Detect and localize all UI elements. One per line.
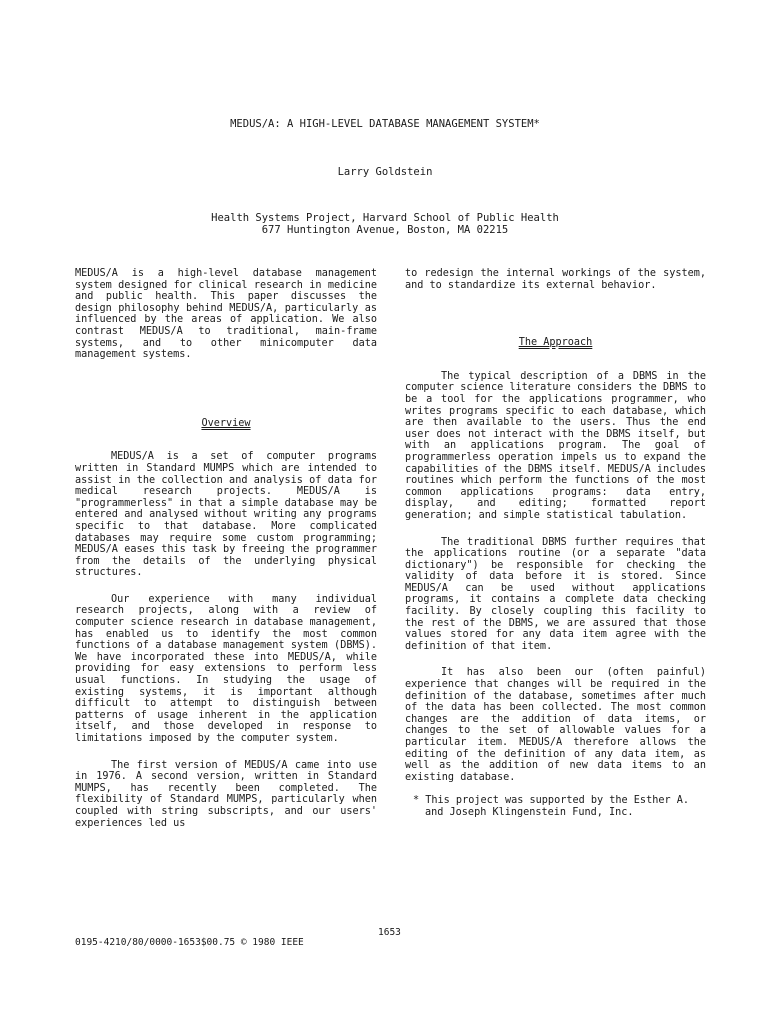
approach-heading-text: The Approach (518, 337, 593, 349)
affiliation-line-1: Health Systems Project, Harvard School of Public Health (211, 212, 559, 224)
footnote: * This project was supported by the Esther A. and Joseph Klingenstein Fund, Inc. (413, 795, 690, 818)
overview-paragraph: Our experience with many individual research projects, along with a review of computer science research in database management, has enabled us to identify the most common functions of a database management system (DBMS). We have incorporated these into MEDUS/A, while providing for easy extensions to perform less usual functions. In studying the usage of existing systems, it is important although difficult to attempt to distinguish between patterns of usage inherent in the application itself, and those developed in response to limitations imposed by the computer system. (75, 593, 377, 744)
continuation-paragraph: to redesign the internal workings of the system, and to standardize its external behavior. (405, 268, 706, 291)
overview-paragraph: MEDUS/A is a set of computer programs written in Standard MUMPS which are intended to assist in the collection and analysis of data for medical research projects. MEDUS/A is "programmerless" in that a simple database may be entered and analysed without writing any programs specific to that database. More complicated databases may require some custom programming; MEDUS/A eases this task by freeing the programmer from the details of the underlying physical structures. (75, 451, 377, 579)
abstract: MEDUS/A is a high-level database management system designed for clinical research in medicine and public health. This paper discusses the design philosophy behind MEDUS/A, particularly as influenced by the areas of application. We also contrast MEDUS/A to traditional, main-frame systems, and to other minicomputer data management systems. (75, 268, 377, 361)
overview-heading-text: Overview (201, 417, 251, 429)
paper-author: Larry Goldstein (337, 166, 433, 178)
copyright-line: 0195-4210/80/0000-1653$00.75 © 1980 IEEE (75, 937, 304, 948)
paper-title: MEDUS/A: A HIGH-LEVEL DATABASE MANAGEMENT SYSTEM* (230, 118, 540, 130)
approach-paragraph: The traditional DBMS further requires that the applications routine (or a separate "data dictionary") be responsible for checking the validity of data before it is stored. Since MEDUS/A can be used without applications programs, it contains a complete data checking facility. By closely coupling this facility to the rest of the DBMS, we are assured that those values stored for any data item agree with the definition of that item. (405, 536, 706, 652)
left-column (75, 268, 377, 829)
page-number: 1653 (378, 927, 401, 938)
approach-heading (405, 337, 706, 349)
approach-paragraph: It has also been our (often painful) experience that changes will be required in the definition of the database, sometimes after much of the data has been collected. The most common changes are the addition of data items, or changes to the set of allowable values for a particular item. MEDUS/A therefore allows the editing of the definition of any data item, as well as the addition of new data items to an existing database. (405, 667, 706, 783)
overview-paragraph: The first version of MEDUS/A came into use in 1976. A second version, written in Standard MUMPS, has recently been completed. The flexibility of Standard MUMPS, particularly when coupled with string subscripts, and our users' experiences led us (75, 759, 377, 829)
approach-paragraph: The typical description of a DBMS in the computer science literature considers the DBMS to be a tool for the applications programmer, who writes programs specific to each database, which are then available to the users. Thus the end user does not interact with the DBMS itself, but with an applications program. The goal of programmerless operation impels us to expand the capabilities of the DBMS itself. MEDUS/A includes routines which perform the functions of the most common applications programs: data entry, display, and editing; formatted report generation; and simple statistical tabulation. (405, 370, 706, 521)
right-column (405, 268, 706, 819)
overview-heading (75, 418, 377, 430)
affiliation-line-2: 677 Huntington Avenue, Boston, MA 02215 (261, 224, 509, 236)
